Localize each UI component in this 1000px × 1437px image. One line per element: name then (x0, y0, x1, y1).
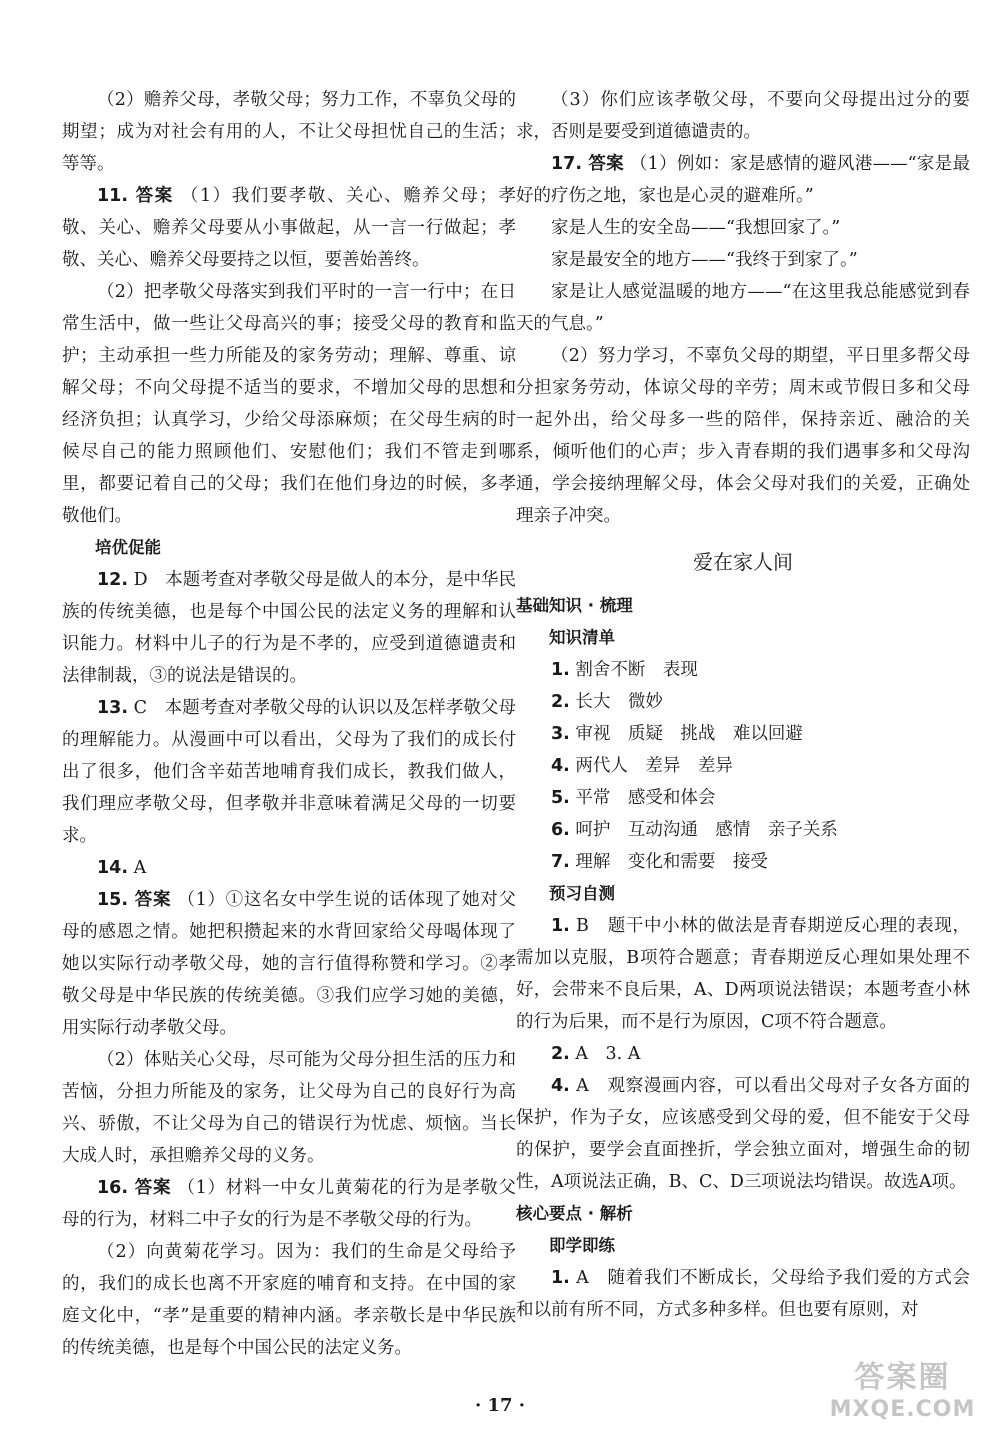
paragraph-text: 家是让人感觉温暖的地方——“在这里我总能感觉到春天的气息。” (516, 282, 970, 334)
answer-paragraph (516, 212, 970, 244)
question-number: 14. (97, 858, 129, 878)
question-number: 7. (551, 852, 570, 872)
answer-paragraph (516, 686, 970, 718)
left-column (62, 84, 516, 1364)
subheading (516, 878, 970, 910)
answer-paragraph (62, 180, 516, 276)
paragraph-text: 预习自测 (549, 884, 615, 903)
paragraph-text: 培优促能 (95, 538, 161, 557)
paragraph-text: （1）材料一中女儿黄菊花的行为是孝敬父母的行为，材料二中子女的行为是不孝敬父母的行为。 (62, 1178, 516, 1230)
question-number: 2. (551, 692, 570, 712)
paragraph-text: 审视 质疑 挑战 难以回避 (575, 724, 803, 744)
paragraph-text: （2）努力学习，不辜负父母的期望，平日里多帮父母分担家务劳动，体谅父母的辛劳；周末或节假日多和父母一起外出，给父母多一些的陪伴，保持亲近、融洽的关系，倾听他们的心声；步入青春期的我们遇事多和父母沟通，学会接纳理解父母，体会父母对我们的关爱，正确处理亲子冲突。 (516, 346, 970, 526)
question-number: 6. (551, 820, 570, 840)
paragraph-text: 核心要点 · 解析 (516, 1204, 633, 1223)
paragraph-text: （1）例如：家是感情的避风港——“家是最好的疗伤之地，家也是心灵的避难所。” (516, 154, 970, 206)
paragraph-text: B 题干中小林的做法是青春期逆反心理的表现，需加以克服，B项符合题意；青春期逆反心理如果处理不好，会带来不良后果，A、D两项说法错误；本题考查小林的行为后果，而不是行为原因，C项不符合题意。 (516, 916, 970, 1032)
paragraph-text: 平常 感受和体会 (575, 788, 716, 808)
paragraph-text: （3）你们应该孝敬父母，不要向父母提出过分的要求，否则是要受到道德谴责的。 (516, 90, 970, 142)
paragraph-text: （1）①这名女中学生说的话体现了她对父母的感恩之情。她把积攒起来的水背回家给父母喝体现了她以实际行动孝敬父母，她的言行值得称赞和学习。②孝敬父母是中华民族的传统美德。③我们应学习她的美德，用实际行动孝敬父母。 (62, 890, 516, 1038)
paragraph-text: 基础知识 · 梳理 (516, 596, 633, 615)
paragraph-text: （2）体贴关心父母，尽可能为父母分担生活的压力和苦恼，分担力所能及的家务，让父母为自己的良好行为高兴、骄傲，不让父母为自己的错误行为忧虑、烦恼。当长大成人时，承担赡养父母的义务。 (62, 1050, 516, 1166)
question-number: 3. (551, 724, 570, 744)
answer-paragraph (516, 910, 970, 1038)
watermark-logo (815, 1360, 990, 1432)
right-top-block (516, 84, 970, 532)
watermark-title: 答案圈 (854, 1360, 951, 1395)
paragraph-text: 两代人 差异 差异 (575, 756, 733, 776)
question-number: 17. 答案 (551, 154, 624, 174)
paragraph-text: D 本题考查对孝敬父母是做人的本分，是中华民族的传统美德，也是每个中国公民的法定义务的理解和认识能力。材料中儿子的行为是不孝的，应受到道德谴责和法律制裁，③的说法是错误的。 (62, 570, 516, 686)
answer-paragraph (516, 244, 970, 276)
question-number: 5. (551, 788, 570, 808)
question-number: 16. 答案 (97, 1178, 172, 1198)
question-number: 4. (551, 756, 570, 776)
page-number: · 17 · (474, 1395, 526, 1416)
paragraph-text: 理解 变化和需要 接受 (575, 852, 768, 872)
answer-paragraph (516, 814, 970, 846)
question-number: 13. (97, 698, 129, 718)
right-column (516, 84, 970, 1326)
answer-paragraph (62, 84, 516, 180)
right-bottom-block (516, 590, 970, 1326)
question-number: 1. (551, 1268, 570, 1288)
answer-paragraph (516, 148, 970, 212)
answer-paragraph (62, 1172, 516, 1236)
paragraph-text: 呵护 互动沟通 感情 亲子关系 (575, 820, 838, 840)
answer-paragraph (62, 692, 516, 852)
answer-paragraph (62, 1044, 516, 1172)
answer-paragraph (516, 846, 970, 878)
question-number: 4. (551, 1076, 570, 1096)
paragraph-text: （2）把孝敬父母落实到我们平时的一言一行中；在日常生活中，做一些让父母高兴的事；接受父母的教育和监护；主动承担一些力所能及的家务劳动；理解、尊重、谅解父母；不向父母提不适当的要求，不增加父母的思想和经济负担；认真学习，少给父母添麻烦；在父母生病的时候尽自己的能力照顾他们、安慰他们；我们不管走到哪里，都要记着自己的父母；我们在他们身边的时候，多孝敬他们。 (62, 282, 516, 526)
answer-paragraph (516, 1038, 970, 1070)
answer-paragraph (516, 276, 970, 340)
paragraph-text: A 观察漫画内容，可以看出父母对子女各方面的保护，作为子女，应该感受到父母的爱，但不能安于父母的保护，要学会直面挫折，学会独立面对，增强生命的韧性，A项说法正确，B、C、D三项说法均错误。故选A项。 (516, 1076, 970, 1192)
subheading (516, 1230, 970, 1262)
answer-paragraph (516, 718, 970, 750)
paragraph-text: 知识清单 (549, 628, 615, 647)
answer-paragraph (62, 884, 516, 1044)
answer-paragraph (516, 340, 970, 532)
watermark-url: MXQE.COM (829, 1397, 976, 1422)
paragraph-text: 割舍不断 表现 (575, 660, 698, 680)
paragraph-text: A (133, 858, 147, 878)
answer-paragraph (62, 1236, 516, 1364)
answer-paragraph (516, 1262, 970, 1326)
subheading (62, 532, 516, 564)
subheading (516, 622, 970, 654)
question-number: 1. (551, 916, 570, 936)
paragraph-text: 家是最安全的地方——“我终于到家了。” (551, 250, 858, 270)
answer-paragraph (62, 852, 516, 884)
question-number: 1. (551, 660, 570, 680)
paragraph-text: 长大 微妙 (575, 692, 663, 712)
subheading (516, 1198, 970, 1230)
subheading (516, 590, 970, 622)
answer-paragraph (516, 750, 970, 782)
answer-paragraph (62, 276, 516, 532)
answer-paragraph (516, 1070, 970, 1198)
paragraph-text: 家是人生的安全岛——“我想回家了。” (551, 218, 841, 238)
paragraph-text: 即学即练 (549, 1236, 615, 1255)
answer-paragraph (516, 654, 970, 686)
answer-paragraph (516, 84, 970, 148)
question-number: 15. 答案 (97, 890, 172, 910)
question-number: 12. (97, 570, 129, 590)
answer-paragraph (62, 564, 516, 692)
paragraph-text: （2）赡养父母，孝敬父母；努力工作，不辜负父母的期望；成为对社会有用的人，不让父母担忧自己的生活；等等。 (62, 90, 516, 174)
section-title: 爱在家人间 (693, 550, 793, 574)
paragraph-text: A 3. A (575, 1044, 641, 1064)
question-number: 11. 答案 (97, 186, 174, 206)
paragraph-text: A 随着我们不断成长，父母给予我们爱的方式会和以前有所不同，方式多种多样。但也要有原则，对 (516, 1268, 970, 1320)
paragraph-text: C 本题考查对孝敬父母的认识以及怎样孝敬父母的理解能力。从漫画中可以看出，父母为了我们的成长付出了很多，他们含辛茹苦地哺育我们成长，教我们做人，我们理应孝敬父母，但孝敬并非意味着满足父母的一切要求。 (62, 698, 516, 846)
question-number: 2. (551, 1044, 570, 1064)
paragraph-text: （2）向黄菊花学习。因为：我们的生命是父母给予的，我们的成长也离不开家庭的哺育和支持。在中国的家庭文化中，“孝”是重要的精神内涵。孝亲敬长是中华民族的传统美德，也是每个中国公民的法定义务。 (62, 1242, 516, 1358)
answer-paragraph (516, 782, 970, 814)
paragraph-text: （1）我们要孝敬、关心、赡养父母；孝敬、关心、赡养父母要从小事做起，从一言一行做起；孝敬、关心、赡养父母要持之以恒，要善始善终。 (62, 186, 516, 270)
